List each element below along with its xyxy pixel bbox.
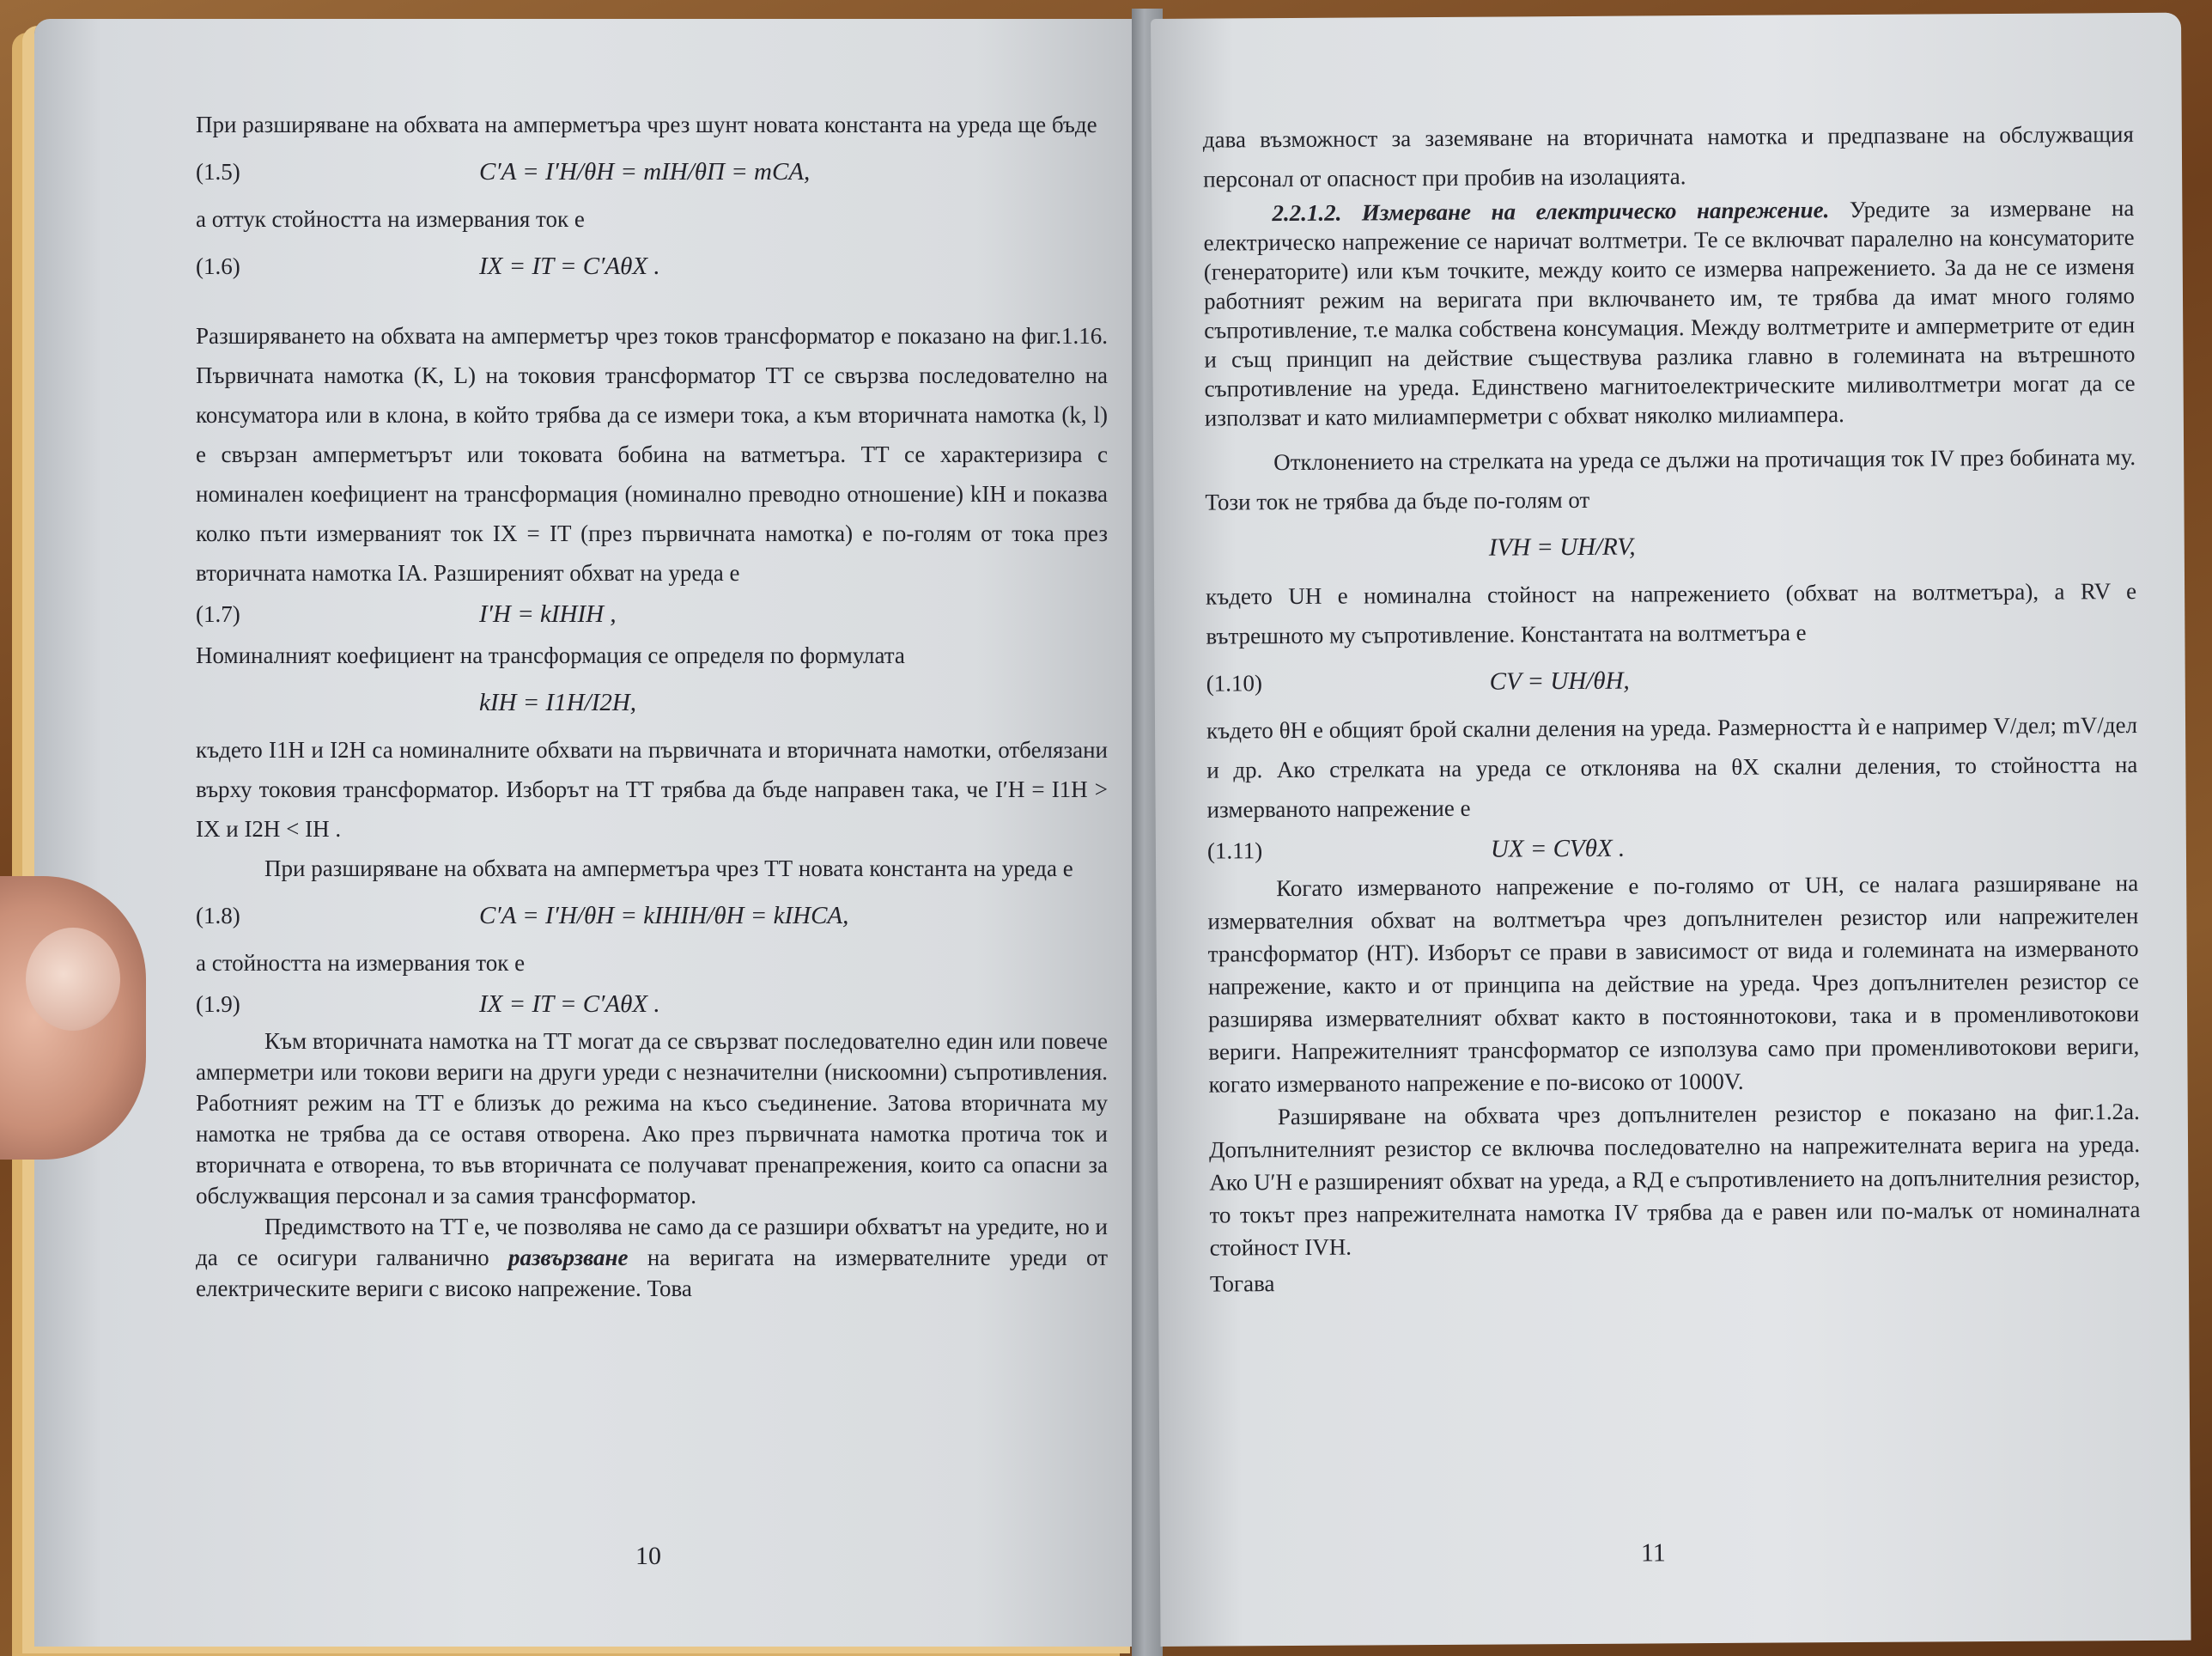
- equation-number: (1.9): [196, 991, 240, 1017]
- equation-row: [196, 593, 1108, 636]
- paragraph: където θH е общият брой скални деления на уреда. Размерността ѝ е например V/дел; mV/дел и др. Ако стрелката на уреда се отклонява на θX скални деления, то стойността на измерваното напрежение е: [1206, 711, 2138, 823]
- paragraph: а стойността на измервания ток е: [196, 950, 526, 976]
- equation-row: [1206, 650, 2137, 711]
- thumbnail-nail: [26, 928, 120, 1031]
- paragraph: При разширяване на обхвата на амперметъра чрез шунт новата константа на уреда ще бъде: [196, 112, 1097, 137]
- section-heading: 2.2.1.2. Измерване на електрическо напрежение.: [1272, 197, 1830, 227]
- equation: IX = IT = C′AθX .: [479, 990, 660, 1018]
- equation-row: [196, 675, 1108, 730]
- text-run: Уредите за измерване на електрическо напрежение се наричат волтметри. Те се включват паралелно на консуматорите (генераторите) или към точките, между които се измерва напрежението. За да не се изменя работният режим на веригата при включването им, те трябва да имат много голямо съпротивление, т.е малка собствена консумация. Между волтметрите и амперметрите от един и същ принцип на действие съществува разлика главно в големината на вътрешното съпротивление на уреда. Единствено магнитоелектрическите миливолтметри могат да се използват и като милиамперметри с обхват няколко милиампера.: [1203, 195, 2136, 431]
- paragraph: Номиналният коефициент на трансформация се определя по формулата: [196, 642, 905, 668]
- left-page: [34, 19, 1142, 1647]
- equation-number: (1.11): [1206, 837, 1263, 864]
- paragraph: [196, 1211, 1108, 1304]
- equation: IVH = UH/RV,: [1488, 533, 1636, 562]
- page-number: 10: [635, 1542, 661, 1570]
- equation: CV = UH/θH,: [1489, 667, 1630, 696]
- text-run: на веригата на измервателните уреди от електрическите вериги с високо напрежение. Това: [196, 1245, 1108, 1301]
- equation-row: [196, 239, 1108, 294]
- right-page: [1151, 13, 2191, 1647]
- paragraph: където UH е номинална стойност на напрежението (обхват на волтметъра), а RV е вътрешното му съпротивление. Константата на волтметъра е: [1206, 577, 2137, 649]
- paragraph: Тогава: [1209, 1270, 1275, 1297]
- equation: IX = IT = C′AθX .: [479, 253, 660, 280]
- paragraph: [1203, 193, 2136, 433]
- equation-number: (1.5): [196, 159, 240, 185]
- equation-number: (1.6): [196, 253, 240, 279]
- text-run: Предимството на ТТ е, че позволява не само да се разшири обхватът на уредите, но и да се осигури галванично: [196, 1214, 1108, 1270]
- equation-number: (1.10): [1206, 670, 1263, 697]
- paragraph: Когато измерваното напрежение е по-голямо от UH, се налага разширяване на измервателния обхват на волтметъра чрез допълнителен резистор или напрежителен трансформатор (НТ). Изборът се прави в зависимост от вида и големината на измерваното напрежение, както и от принципа на действие на уреда. Чрез допълнителен резистор се разширява измервателният обхват както в постояннотокови, така и в променливотокови вериги. Напрежителният трансформатор се използува само при променливотокови вериги, когато измерваното напрежение е по-високо от 1000V.: [1207, 869, 2140, 1098]
- equation-row: [1207, 824, 2138, 873]
- paragraph: дава възможност за заземяване на вторичната намотка и предпазване на обслужващия персонал от опасност при пробив на изолацията.: [1202, 121, 2134, 192]
- emphasis-term: развързване: [508, 1245, 629, 1270]
- paragraph: Към вторичната намотка на ТТ могат да се свързват последователно един или повече амперметри или токови вериги на други уреди с незначителни (нискоомни) съпротивления. Работният режим на ТТ е близък до режима на късо съединение. Затова вторичната му намотка не трябва да се оставя отворена. Ако през първичната намотка протича ток и вторичната е отворена, то във вторичната се получават пренапрежения, които са опасни за обслужващия персонал и за самия трансформатор.: [196, 1028, 1108, 1209]
- equation-row: [196, 144, 1108, 199]
- equation-number: (1.8): [196, 903, 240, 928]
- paragraph: Разширяването на обхвата на амперметър чрез токов трансформатор е показано на фиг.1.16. Първичната намотка (K, L) на токовия трансформатор ТТ се свързва последователно на консуматора или в клона, в който трябва да се измери тока, а към вторичната намотка (k, l) е свързан амперметърът или токовата бобина на ватметъра. ТТ се характеризира с номинален коефициент на трансформация (номинално преводно отношение) kIH и показва колко пъти измерваният ток IX = IT (през първичната намотка) е по-голям от тока през вторичната намотка IA. Разширеният обхват на уреда е: [196, 323, 1108, 586]
- equation: C′A = I′H/θH = kIHIH/θH = kIHCA,: [479, 902, 849, 929]
- equation: I′H = kIHIH ,: [479, 600, 617, 628]
- paragraph: Отклонението на стрелката на уреда се дължи на протичащия ток IV през бобината му. Този ток не трябва да бъде по-голям от: [1205, 444, 2136, 515]
- page-number: 11: [1640, 1538, 1666, 1568]
- paragraph: Разширяване на обхвата чрез допълнителен резистор е показано на фиг.1.2а. Допълнителният резистор се включва последователно на напрежителната верига на уреда. Ако U′H е разширеният обхват на уреда, а RД е съпротивлението на допълнителния резистор, то токът през напрежителната намотка IV трябва да е равен или по-малък от номиналната стойност IVH.: [1208, 1098, 2141, 1261]
- equation: kIH = I1H/I2H,: [479, 689, 637, 716]
- paragraph: а оттук стойността на измервания ток е: [196, 206, 585, 232]
- equation: UX = CVθX .: [1490, 834, 1626, 863]
- equation-number: (1.7): [196, 601, 240, 627]
- equation-row: [196, 888, 1108, 943]
- paragraph: където I1H и I2H са номиналните обхвати на първичната и вторичната намотки, отбелязани върху токовия трансформатор. Изборът на ТТ трябва да бъде направен така, че I′H = I1H > IX и I2H < IH .: [196, 737, 1108, 842]
- equation-row: [1206, 516, 2136, 577]
- equation-row: [196, 983, 1108, 1026]
- paragraph: При разширяване на обхвата на амперметъра чрез ТТ новата константа на уреда е: [264, 855, 1073, 881]
- equation: C′A = I′H/θH = mIH/θП = mCA,: [479, 158, 811, 186]
